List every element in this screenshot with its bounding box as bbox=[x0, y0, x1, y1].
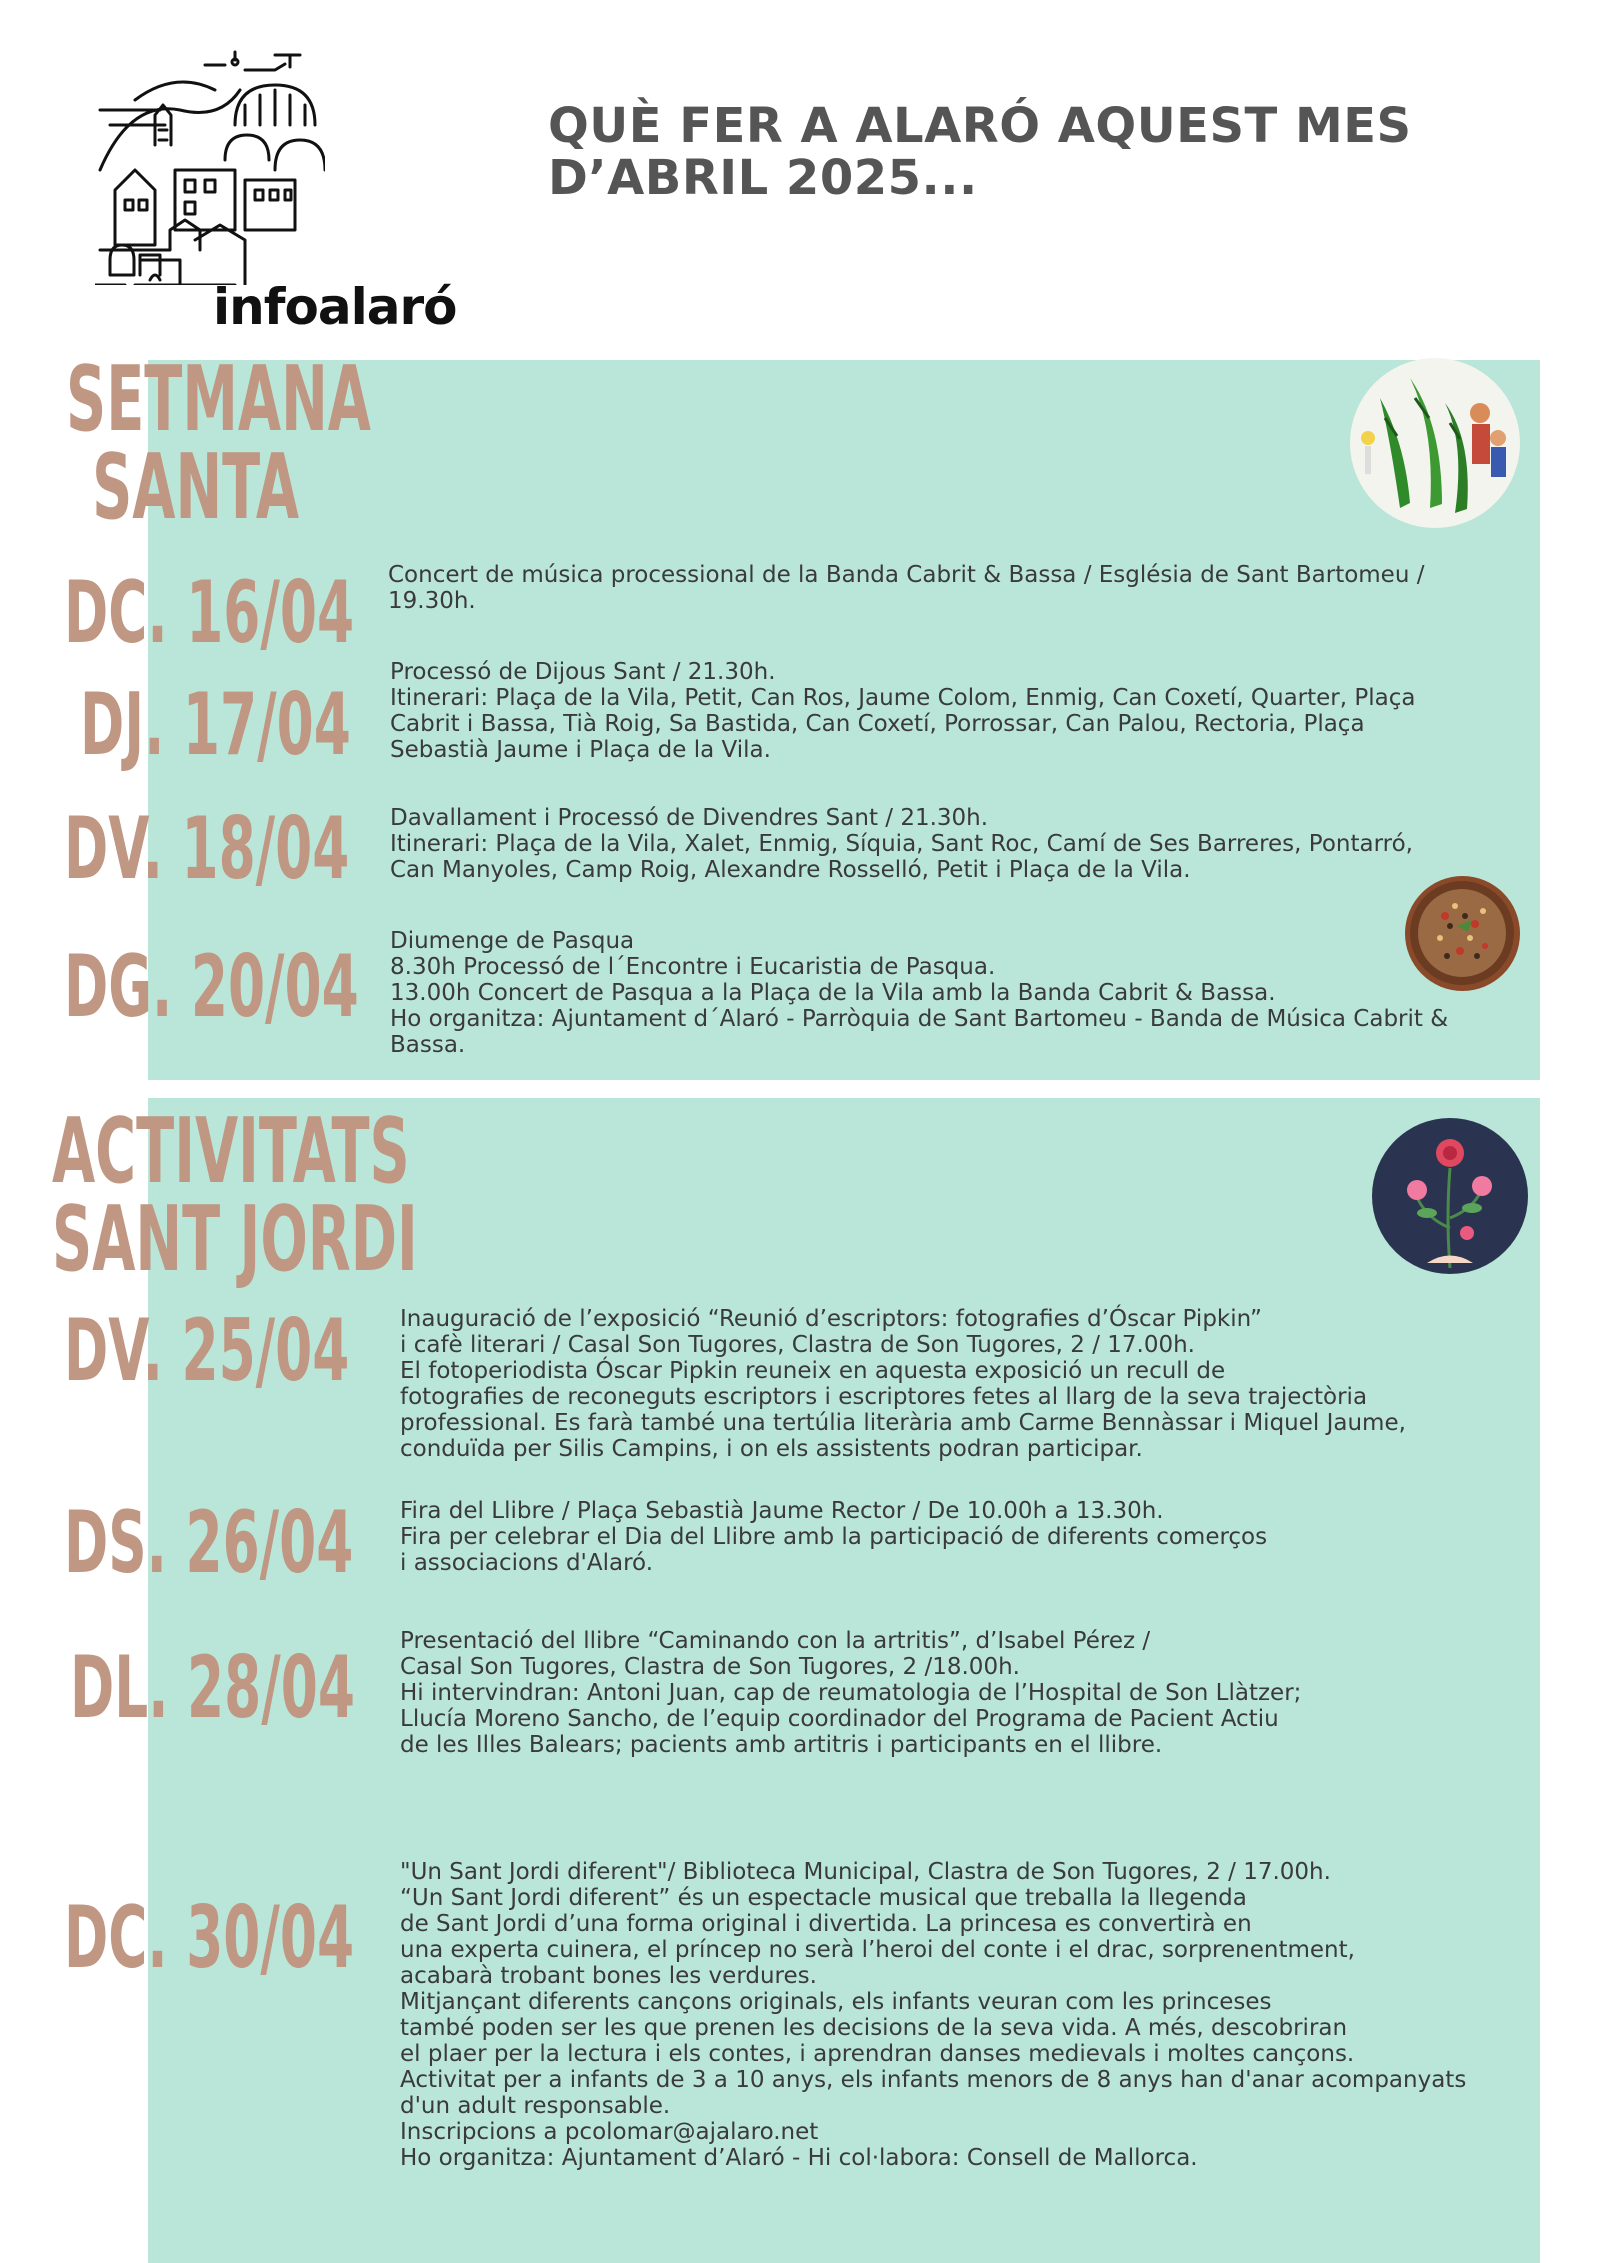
event-text-line: una experta cuinera, el príncep no serà l’heroi del conte i el drac, sorprenentment, bbox=[400, 1937, 1355, 1963]
event-text-line: de les Illes Balears; pacients amb artitris i participants en el llibre. bbox=[400, 1732, 1163, 1758]
event-description bbox=[390, 659, 1415, 763]
page-title-line-2: D’ABRIL 2025... bbox=[548, 150, 978, 206]
event-text-line: Diumenge de Pasqua bbox=[390, 928, 635, 954]
event-text-line: 13.00h Concert de Pasqua a la Plaça de la Vila amb la Banda Cabrit & Bassa. bbox=[390, 980, 1276, 1006]
event-text-line: Sebastià Jaume i Plaça de la Vila. bbox=[390, 737, 771, 763]
section-title-line-1: SETMANA bbox=[66, 347, 371, 452]
event-date: DC. 30/04 bbox=[64, 1888, 355, 1988]
event-text-line: i associacions d'Alaró. bbox=[400, 1550, 654, 1576]
event-text-line: Can Manyoles, Camp Roig, Alexandre Rosselló, Petit i Plaça de la Vila. bbox=[390, 857, 1191, 883]
event-text-line: Inscripcions a pcolomar@ajalaro.net bbox=[400, 2119, 819, 2145]
event-text-line: d'un adult responsable. bbox=[400, 2093, 671, 2119]
event-date: DL. 28/04 bbox=[70, 1638, 355, 1738]
event-text-line: “Un Sant Jordi diferent” és un espectacle musical que treballa la llegenda bbox=[400, 1885, 1247, 1911]
event-text-line: Inauguració de l’exposició “Reunió d’escriptors: fotografies d’Óscar Pipkin” bbox=[400, 1306, 1262, 1332]
event-text-line: Itinerari: Plaça de la Vila, Petit, Can Ros, Jaume Colom, Enmig, Can Coxetí, Quarter, Plaça bbox=[390, 685, 1416, 711]
event-text-line: fotografies de reconeguts escriptors i escriptores fetes al llarg de la seva trajectòria bbox=[400, 1384, 1368, 1410]
event-text-line: Llucía Moreno Sancho, de l’equip coordinador del Programa de Pacient Actiu bbox=[400, 1706, 1279, 1732]
event-text-line: El fotoperiodista Óscar Pipkin reuneix en aquesta exposició un recull de bbox=[400, 1358, 1226, 1384]
page-title bbox=[548, 100, 1448, 204]
palm-procession-illustration-icon bbox=[1350, 358, 1520, 528]
event-text-line: Fira del Llibre / Plaça Sebastià Jaume Rector / De 10.00h a 13.30h. bbox=[400, 1498, 1164, 1524]
event-text-line: conduïda per Silis Campins, i on els assistents podran participar. bbox=[400, 1436, 1143, 1462]
event-description bbox=[400, 1859, 1466, 2171]
section-title-setmana-santa bbox=[66, 347, 371, 540]
section-title-line-1: ACTIVITATS bbox=[52, 1099, 410, 1204]
event-text-line: també poden ser les que prenen les decisions de la seva vida. A més, descobriran bbox=[400, 2015, 1348, 2041]
village-line-art-icon bbox=[95, 50, 325, 285]
section-title-sant-jordi bbox=[52, 1099, 418, 1292]
event-text-line: Ho organitza: Ajuntament d´Alaró - Parròquia de Sant Bartomeu - Banda de Música Cabrit & bbox=[390, 1006, 1449, 1032]
event-text-line: Processó de Dijous Sant / 21.30h. bbox=[390, 659, 776, 685]
event-description bbox=[400, 1306, 1406, 1462]
event-text-line: professional. Es farà també una tertúlia literària amb Carme Bennàssar i Miquel Jaume, bbox=[400, 1410, 1406, 1436]
roses-bouquet-illustration-icon bbox=[1372, 1118, 1528, 1274]
event-text-line: Ho organitza: Ajuntament d’Alaró - Hi col·labora: Consell de Mallorca. bbox=[400, 2145, 1198, 2171]
event-text-line: acabarà trobant bones les verdures. bbox=[400, 1963, 817, 1989]
event-text-line: 19.30h. bbox=[388, 588, 476, 614]
section-title-line-2: SANT JORDI bbox=[52, 1187, 418, 1292]
event-text-line: Concert de música processional de la Banda Cabrit & Bassa / Església de Sant Bartomeu / bbox=[388, 562, 1425, 588]
seeds-bowl-photo-icon bbox=[1405, 876, 1520, 991]
event-text-line: Activitat per a infants de 3 a 10 anys, els infants menors de 8 anys han d'anar acompanyats bbox=[400, 2067, 1467, 2093]
event-date: DS. 26/04 bbox=[64, 1493, 354, 1593]
page-title-line-1: QUÈ FER A ALARÓ AQUEST MES bbox=[548, 98, 1412, 154]
logo-wordmark: infoalaró bbox=[213, 278, 457, 336]
event-text-line: i cafè literari / Casal Son Tugores, Clastra de Son Tugores, 2 / 17.00h. bbox=[400, 1332, 1195, 1358]
event-text-line: "Un Sant Jordi diferent"/ Biblioteca Municipal, Clastra de Son Tugores, 2 / 17.00h. bbox=[400, 1859, 1331, 1885]
event-text-line: Hi intervindran: Antoni Juan, cap de reumatologia de l’Hospital de Son Llàtzer; bbox=[400, 1680, 1302, 1706]
event-date: DJ. 17/04 bbox=[80, 675, 351, 775]
section-title-line-2: SANTA bbox=[92, 435, 300, 540]
event-text-line: Presentació del llibre “Caminando con la artritis”, d’Isabel Pérez / bbox=[400, 1628, 1151, 1654]
event-description bbox=[388, 562, 1424, 614]
event-text-line: el plaer per la lectura i els contes, i aprendran danses medievals i moltes cançons. bbox=[400, 2041, 1355, 2067]
infoalaro-logo bbox=[95, 50, 457, 336]
event-text-line: 8.30h Processó de l´Encontre i Eucaristia de Pasqua. bbox=[390, 954, 996, 980]
event-description bbox=[390, 805, 1413, 883]
event-text-line: Mitjançant diferents cançons originals, els infants veuran com les princeses bbox=[400, 1989, 1272, 2015]
event-text-line: Davallament i Processó de Divendres Sant / 21.30h. bbox=[390, 805, 989, 831]
event-description bbox=[400, 1498, 1267, 1576]
event-text-line: Fira per celebrar el Dia del Llibre amb la participació de diferents comerços bbox=[400, 1524, 1268, 1550]
event-text-line: Cabrit i Bassa, Tià Roig, Sa Bastida, Can Coxetí, Porrossar, Can Palou, Rectoria, Plaça bbox=[390, 711, 1365, 737]
event-text-line: Bassa. bbox=[390, 1032, 466, 1058]
event-text-line: de Sant Jordi d’una forma original i divertida. La princesa es convertirà en bbox=[400, 1911, 1252, 1937]
event-text-line: Itinerari: Plaça de la Vila, Xalet, Enmig, Síquia, Sant Roc, Camí de Ses Barreres, Pontarró, bbox=[390, 831, 1413, 857]
event-description bbox=[400, 1628, 1301, 1758]
event-description bbox=[390, 928, 1448, 1058]
event-date: DG. 20/04 bbox=[64, 937, 359, 1037]
event-date: DV. 18/04 bbox=[64, 799, 350, 899]
event-text-line: Casal Son Tugores, Clastra de Son Tugores, 2 /18.00h. bbox=[400, 1654, 1020, 1680]
event-date: DV. 25/04 bbox=[64, 1301, 350, 1401]
event-date: DC. 16/04 bbox=[64, 563, 355, 663]
